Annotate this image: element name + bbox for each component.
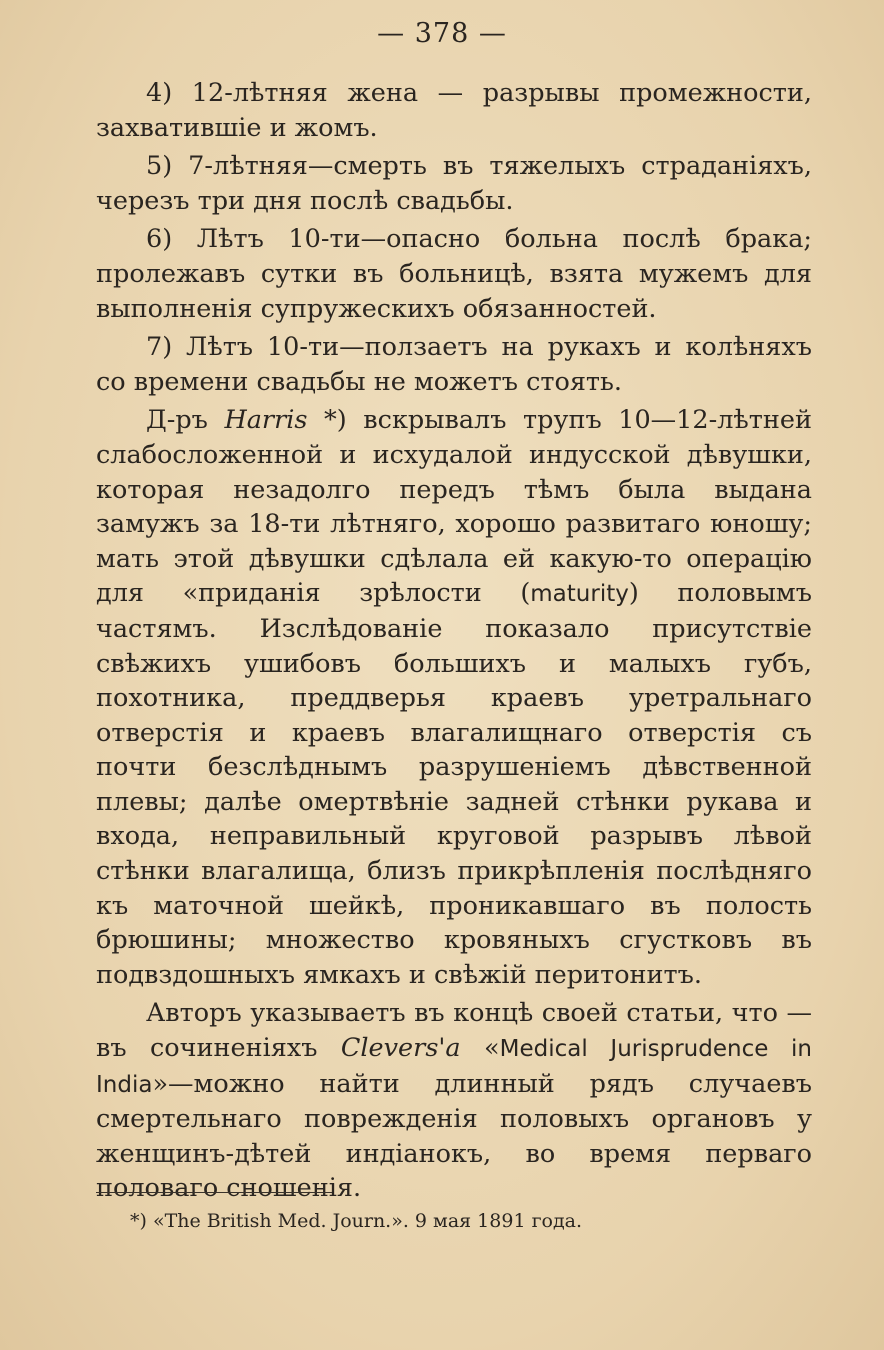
paragraph-text: ) половымъ частямъ. Изслѣдованіе показало присутствіе свѣжихъ ушибовъ большихъ и малыхъ губъ, похотника, преддверья краевъ уретральнаго отверстія и краевъ влагалищнаго отверстія съ почти безслѣднымъ разрушеніемъ дѣвственной плевы; далѣе омертвѣніе задней стѣнки рукава и входа, неправильный круговой разрывъ лѣвой стѣнки влагалища, близъ прикрѣпленія послѣдняго къ маточной шейкѣ, проникавшаго въ полость брюшины; множество кровяныхъ сгустковъ въ подвздошныхъ ямкахъ и свѣжій перитонитъ. <box>96 578 812 990</box>
paragraph-case-5 <box>96 149 812 218</box>
latin-title: Medical Jurisprudence in India <box>96 1036 812 1098</box>
latin-term: maturity <box>530 581 629 608</box>
author-name-italic: Clevers'a <box>340 1033 461 1064</box>
paragraph-text: 6) Лѣтъ 10-ти—опасно больна послѣ брака; пролежавъ сутки въ больницѣ, взята мужемъ для выполненія супружескихъ обязанностей. <box>96 224 812 324</box>
paragraph-text: »—можно найти длинный рядъ случаевъ смертельнаго поврежденія половыхъ органовъ у женщинъ-дѣтей индіанокъ, во время перваго половаго сношенія. <box>96 1068 812 1204</box>
body-text <box>96 72 812 1206</box>
author-name-italic: Harris <box>224 405 308 436</box>
paragraph-case-4 <box>96 76 812 145</box>
paragraph-text: 5) 7-лѣтняя—смерть въ тяжелыхъ страданіяхъ, черезъ три дня послѣ свадьбы. <box>96 151 812 216</box>
paragraph-harris-autopsy <box>96 403 812 992</box>
paragraph-text: *) вскрывалъ трупъ 10—12-лѣтней слабосложенной и исхудалой индусской дѣвушки, которая незадолго передъ тѣмъ была выдана замужъ за 18-ти лѣтняго, хорошо развитаго юношу; мать этой дѣвушки сдѣлала ей какую-то операцію для «приданія зрѣлости ( <box>96 405 812 609</box>
footnote-divider <box>96 1192 332 1193</box>
paragraph-text: « <box>460 1033 500 1064</box>
paragraph-case-7 <box>96 330 812 399</box>
paragraph-author-note <box>96 996 812 1206</box>
paragraph-text: 7) Лѣтъ 10-ти—ползаетъ на рукахъ и колѣняхъ со времени свадьбы не можетъ стоять. <box>96 332 812 397</box>
paragraph-case-6 <box>96 222 812 326</box>
footnote: *) «The British Med. Journ.». 9 мая 1891 года. <box>130 1210 583 1232</box>
paragraph-text: Авторъ указываетъ въ концѣ своей статьи, что —въ сочиненіяхъ <box>96 998 812 1064</box>
paragraph-text: Д-ръ <box>146 405 225 436</box>
paragraph-text: 4) 12-лѣтняя жена — разрывы промежности, захватившіе и жомъ. <box>96 78 812 143</box>
page-number: — 378 — <box>377 18 507 49</box>
